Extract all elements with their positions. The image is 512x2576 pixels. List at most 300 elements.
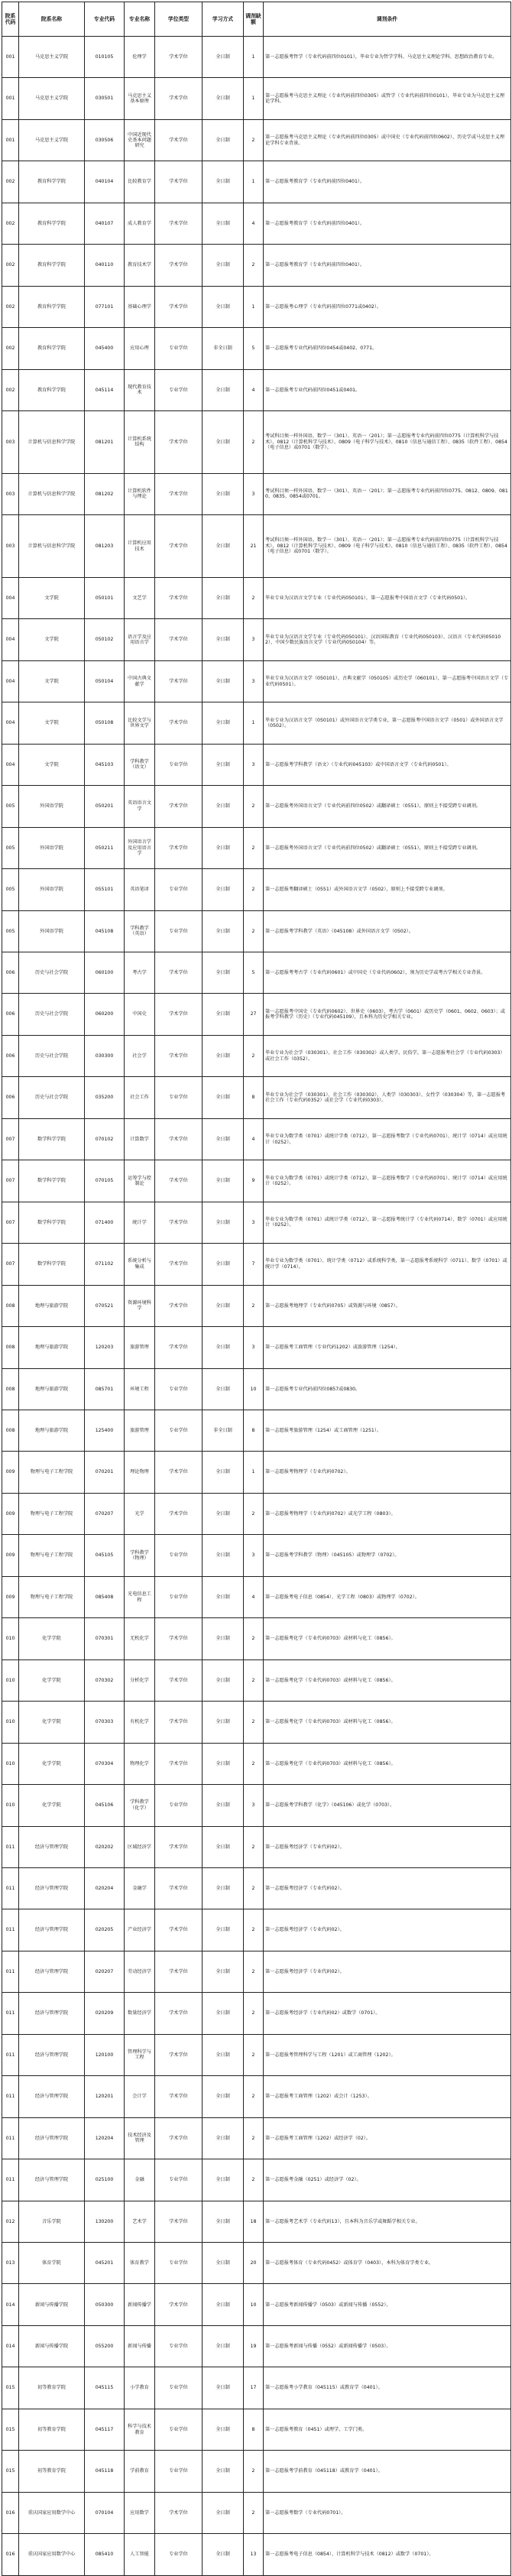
cell-conditions: 毕业专业为数学类（0701）或统计学类（0712），第一志愿报考数学（专业代码0701）、统计学（0714）或应用统计（0252）。	[264, 1118, 511, 1160]
cell-vacancies: 1	[244, 37, 264, 78]
cell-vacancies: 2	[244, 1285, 264, 1326]
cell-dept-code: 002	[2, 161, 19, 203]
table-row	[2, 2325, 511, 2367]
cell-degree-type: 专业学位	[155, 2409, 203, 2450]
cell-major-code: 070207	[85, 1493, 125, 1534]
table-row	[2, 2451, 511, 2492]
cell-major-code: 071102	[85, 1244, 125, 1285]
cell-vacancies: 3	[244, 473, 264, 514]
cell-study-mode: 全日制	[203, 2117, 244, 2159]
cell-vacancies: 5	[244, 328, 264, 369]
cell-vacancies: 2	[244, 1035, 264, 1076]
cell-conditions: 第一志愿报考学前教育（045118）或教育学（0401）。	[264, 2451, 511, 2492]
cell-dept-code: 005	[2, 827, 19, 868]
cell-major-code: 020205	[85, 1909, 125, 1951]
cell-degree-type: 学术学位	[155, 161, 203, 203]
cell-major-name: 学科教学（英语）	[125, 910, 155, 952]
cell-study-mode: 全日制	[203, 2367, 244, 2409]
cell-major-code: 020202	[85, 1826, 125, 1867]
cell-dept-name: 新闻与传播学院	[19, 2284, 85, 2325]
table-row	[2, 1618, 511, 1659]
cell-study-mode: 全日制	[203, 1576, 244, 1617]
cell-conditions: 第一志愿报考金融（0251）或经济学（02）。	[264, 2159, 511, 2201]
cell-vacancies: 1	[244, 286, 264, 327]
cell-study-mode: 全日制	[203, 2159, 244, 2201]
table-row	[2, 1285, 511, 1326]
table-row	[2, 1743, 511, 1784]
cell-study-mode: 全日制	[203, 411, 244, 474]
cell-conditions: 第一志愿报考物理学（专业代码0702）。	[264, 1452, 511, 1493]
cell-major-name: 统计学	[125, 1202, 155, 1243]
cell-dept-code: 002	[2, 245, 19, 286]
cell-dept-name: 重庆国家应用数学中心	[19, 2492, 85, 2533]
cell-study-mode: 全日制	[203, 2284, 244, 2325]
cell-study-mode: 全日制	[203, 2492, 244, 2533]
cell-dept-name: 经济与管理学院	[19, 1826, 85, 1867]
cell-degree-type: 学术学位	[155, 473, 203, 514]
header-vacancies: 调剂缺额	[244, 2, 264, 37]
cell-dept-code: 014	[2, 2284, 19, 2325]
cell-degree-type: 专业学位	[155, 2451, 203, 2492]
cell-dept-code: 011	[2, 1867, 19, 1909]
cell-dept-code: 013	[2, 2243, 19, 2284]
cell-major-code: 120100	[85, 2034, 125, 2075]
cell-dept-name: 初等教育学院	[19, 2451, 85, 2492]
cell-major-name: 成人教育学	[125, 203, 155, 244]
cell-study-mode: 全日制	[203, 1535, 244, 1576]
cell-major-code: 045115	[85, 2367, 125, 2409]
cell-dept-code: 010	[2, 1659, 19, 1701]
cell-dept-code: 011	[2, 1951, 19, 1992]
cell-dept-name: 音乐学院	[19, 2201, 85, 2242]
cell-major-code: 085701	[85, 1368, 125, 1410]
header-dept-code: 院系代码	[2, 2, 19, 37]
cell-major-name: 资源环境科学	[125, 1285, 155, 1326]
cell-conditions: 第一志愿报考中国史（专业代码0602）、世界史（0603）、考古学（0601）或历史学（0601、0602、0603）；或报考学科教学（历史）（专业代码045109），且本科为历史学相关专业。	[264, 994, 511, 1035]
cell-vacancies: 13	[244, 2534, 264, 2575]
cell-vacancies: 3	[244, 619, 264, 660]
cell-major-code: 040107	[85, 203, 125, 244]
cell-dept-code: 011	[2, 2159, 19, 2201]
cell-dept-name: 教育科学学院	[19, 286, 85, 327]
cell-dept-code: 003	[2, 411, 19, 474]
cell-vacancies: 4	[244, 369, 264, 410]
cell-major-code: 040104	[85, 161, 125, 203]
cell-major-name: 计算机应用技术	[125, 515, 155, 578]
cell-degree-type: 学术学位	[155, 2117, 203, 2159]
cell-major-name: 中国近现代史基本问题研究	[125, 119, 155, 161]
cell-degree-type: 专业学位	[155, 1410, 203, 1451]
cell-dept-name: 数学科学学院	[19, 1160, 85, 1202]
cell-major-code: 055101	[85, 869, 125, 910]
cell-study-mode: 全日制	[203, 1826, 244, 1867]
table-row	[2, 1785, 511, 1826]
cell-dept-name: 文学院	[19, 702, 85, 744]
table-row	[2, 1493, 511, 1534]
table-row	[2, 869, 511, 910]
table-row	[2, 1826, 511, 1867]
cell-dept-code: 005	[2, 910, 19, 952]
cell-conditions: 第一志愿报考旅游管理（1254）或工商管理（1251）。	[264, 1410, 511, 1451]
cell-degree-type: 学术学位	[155, 1118, 203, 1160]
table-row	[2, 1118, 511, 1160]
cell-vacancies: 3	[244, 1785, 264, 1826]
cell-degree-type: 学术学位	[155, 702, 203, 744]
cell-major-code: 030506	[85, 119, 125, 161]
cell-dept-code: 009	[2, 1535, 19, 1576]
cell-vacancies: 19	[244, 2325, 264, 2367]
cell-conditions: 第一志愿报考教育学（专业代码前四位0401）。	[264, 245, 511, 286]
cell-major-code: 120204	[85, 2117, 125, 2159]
cell-dept-name: 教育科学学院	[19, 369, 85, 410]
cell-vacancies: 2	[244, 1993, 264, 2034]
header-dept-name: 院系名称	[19, 2, 85, 37]
cell-dept-code: 010	[2, 1743, 19, 1784]
table-row	[2, 1160, 511, 1202]
cell-study-mode: 全日制	[203, 1785, 244, 1826]
cell-vacancies: 7	[244, 1244, 264, 1285]
table-row	[2, 78, 511, 119]
cell-study-mode: 全日制	[203, 910, 244, 952]
cell-major-name: 比较教育学	[125, 161, 155, 203]
cell-dept-name: 文学院	[19, 744, 85, 785]
table-row	[2, 2284, 511, 2325]
cell-conditions: 第一志愿报考新闻与传播（0552）或新闻传播学（0503）。	[264, 2325, 511, 2367]
cell-major-code: 125400	[85, 1410, 125, 1451]
cell-dept-code: 005	[2, 786, 19, 827]
cell-study-mode: 全日制	[203, 1160, 244, 1202]
cell-dept-code: 008	[2, 1410, 19, 1451]
cell-major-name: 产业经济学	[125, 1909, 155, 1951]
cell-major-name: 有机化学	[125, 1702, 155, 1743]
cell-study-mode: 全日制	[203, 1618, 244, 1659]
cell-dept-name: 历史与社会学院	[19, 952, 85, 993]
cell-dept-code: 011	[2, 1826, 19, 1867]
cell-dept-code: 002	[2, 203, 19, 244]
cell-major-name: 应用数学	[125, 2492, 155, 2533]
cell-dept-code: 001	[2, 78, 19, 119]
cell-degree-type: 学术学位	[155, 245, 203, 286]
cell-dept-name: 经济与管理学院	[19, 2159, 85, 2201]
cell-major-name: 新闻与传播	[125, 2325, 155, 2367]
table-row	[2, 2243, 511, 2284]
cell-conditions: 第一志愿报考化学（专业代码0703）或材料与化工（0856）。	[264, 1743, 511, 1784]
cell-vacancies: 18	[244, 2201, 264, 2242]
cell-major-name: 无机化学	[125, 1618, 155, 1659]
cell-major-name: 运筹学与控制论	[125, 1160, 155, 1202]
cell-dept-code: 016	[2, 2534, 19, 2575]
cell-dept-code: 003	[2, 473, 19, 514]
cell-major-name: 考古学	[125, 952, 155, 993]
cell-degree-type: 专业学位	[155, 2325, 203, 2367]
cell-conditions: 第一志愿报考经济学（专业代码02）。	[264, 1909, 511, 1951]
cell-dept-code: 010	[2, 1702, 19, 1743]
cell-study-mode: 全日制	[203, 1702, 244, 1743]
cell-dept-name: 地理与旅游学院	[19, 1285, 85, 1326]
cell-major-name: 应用心理	[125, 328, 155, 369]
cell-conditions: 第一志愿报考经济学（专业代码02）。	[264, 1826, 511, 1867]
cell-degree-type: 专业学位	[155, 2534, 203, 2575]
cell-dept-name: 地理与旅游学院	[19, 1327, 85, 1368]
cell-major-name: 分析化学	[125, 1659, 155, 1701]
cell-study-mode: 全日制	[203, 245, 244, 286]
cell-major-code: 120203	[85, 1327, 125, 1368]
cell-study-mode: 全日制	[203, 161, 244, 203]
table-row	[2, 515, 511, 578]
cell-dept-code: 004	[2, 660, 19, 702]
cell-major-name: 学科教学（语文）	[125, 744, 155, 785]
cell-dept-name: 教育科学学院	[19, 245, 85, 286]
cell-dept-code: 007	[2, 1202, 19, 1243]
cell-conditions: 毕业专业为汉语言文学（050101）或外国语言文学类专业，第一志愿报考中国语言文学（0501）或外国语言文学（0502）。	[264, 702, 511, 744]
cell-major-name: 新闻传播学	[125, 2284, 155, 2325]
cell-major-name: 基础心理学	[125, 286, 155, 327]
cell-dept-name: 外国语学院	[19, 910, 85, 952]
cell-dept-name: 经济与管理学院	[19, 1993, 85, 2034]
cell-dept-name: 物理与电子工程学院	[19, 1493, 85, 1534]
cell-dept-code: 009	[2, 1452, 19, 1493]
table-row	[2, 1077, 511, 1118]
cell-conditions: 第一志愿报考艺术学（专业代码13），且本科为音乐学或舞蹈学相关专业。	[264, 2201, 511, 2242]
cell-major-name: 光电信息工程	[125, 1576, 155, 1617]
cell-major-code: 045105	[85, 1535, 125, 1576]
cell-conditions: 第一志愿报考化学（专业代码0703）或材料与化工（0856）。	[264, 1618, 511, 1659]
cell-degree-type: 学术学位	[155, 119, 203, 161]
cell-dept-code: 009	[2, 1493, 19, 1534]
cell-conditions: 第一志愿报考教育学（专业代码前四位0401）。	[264, 203, 511, 244]
table-row	[2, 660, 511, 702]
cell-dept-name: 重庆国家应用数学中心	[19, 2534, 85, 2575]
cell-dept-code: 016	[2, 2492, 19, 2533]
table-row	[2, 1702, 511, 1743]
table-row	[2, 1659, 511, 1701]
cell-degree-type: 学术学位	[155, 1202, 203, 1243]
cell-study-mode: 全日制	[203, 2243, 244, 2284]
cell-conditions: 第一志愿报考专业代码前四位0451或0401。	[264, 369, 511, 410]
cell-major-name: 体育教学	[125, 2243, 155, 2284]
cell-major-name: 光学	[125, 1493, 155, 1534]
cell-major-name: 技术经济及管理	[125, 2117, 155, 2159]
table-row	[2, 2076, 511, 2117]
cell-conditions: 毕业专业为汉语言文学（050101）、古典文献学（050105）或历史学（060101），第一志愿报考中国语言文学（专业代码0501）。	[264, 660, 511, 702]
cell-dept-name: 初等教育学院	[19, 2367, 85, 2409]
cell-vacancies: 2	[244, 119, 264, 161]
cell-study-mode: 全日制	[203, 1368, 244, 1410]
cell-degree-type: 学术学位	[155, 1035, 203, 1076]
cell-degree-type: 学术学位	[155, 1493, 203, 1534]
cell-vacancies: 2	[244, 1493, 264, 1534]
cell-vacancies: 8	[244, 2409, 264, 2450]
cell-major-name: 外国语言学及应用语言学	[125, 827, 155, 868]
cell-dept-name: 数学科学学院	[19, 1244, 85, 1285]
cell-dept-name: 马克思主义学院	[19, 78, 85, 119]
table-row	[2, 1327, 511, 1368]
cell-dept-name: 历史与社会学院	[19, 1035, 85, 1076]
cell-major-code: 120201	[85, 2076, 125, 2117]
cell-degree-type: 学术学位	[155, 577, 203, 618]
cell-major-code: 081202	[85, 473, 125, 514]
cell-study-mode: 全日制	[203, 786, 244, 827]
table-row	[2, 2409, 511, 2450]
cell-dept-code: 006	[2, 952, 19, 993]
cell-study-mode: 全日制	[203, 2409, 244, 2450]
cell-conditions: 第一志愿报考电子信息（0854）、计算机科学与技术（0812）或数学（0701）。	[264, 2534, 511, 2575]
cell-degree-type: 学术学位	[155, 203, 203, 244]
cell-major-code: 045201	[85, 2243, 125, 2284]
cell-dept-name: 数学科学学院	[19, 1202, 85, 1243]
cell-dept-code: 008	[2, 1285, 19, 1326]
cell-study-mode: 全日制	[203, 1867, 244, 1909]
cell-vacancies: 20	[244, 2243, 264, 2284]
cell-vacancies: 2	[244, 2451, 264, 2492]
cell-conditions: 第一志愿报考马克思主义理论（专业代码前四位0305）或中国史（专业代码前四位0602），历史学或马克思主义理论学科专业背景。	[264, 119, 511, 161]
cell-major-code: 085410	[85, 2534, 125, 2575]
cell-conditions: 第一志愿报考专业代码前四位0454或0402、0771。	[264, 328, 511, 369]
cell-major-code: 070521	[85, 1285, 125, 1326]
cell-major-name: 劳动经济学	[125, 1951, 155, 1992]
cell-major-name: 管理科学与工程	[125, 2034, 155, 2075]
cell-dept-code: 001	[2, 119, 19, 161]
table-row	[2, 286, 511, 327]
cell-dept-code: 008	[2, 1327, 19, 1368]
cell-degree-type: 专业学位	[155, 869, 203, 910]
adjustment-table	[2, 2, 511, 2576]
cell-major-code: 081203	[85, 515, 125, 578]
cell-dept-name: 新闻与传播学院	[19, 2325, 85, 2367]
cell-vacancies: 1	[244, 702, 264, 744]
cell-major-code: 050104	[85, 660, 125, 702]
cell-dept-code: 015	[2, 2451, 19, 2492]
cell-conditions: 第一志愿报考地理学（专业代码0705）或资源与环境（0857）。	[264, 1285, 511, 1326]
cell-major-code: 045118	[85, 2451, 125, 2492]
cell-degree-type: 学术学位	[155, 1160, 203, 1202]
table-row	[2, 2201, 511, 2242]
cell-vacancies: 2	[244, 1659, 264, 1701]
cell-study-mode: 全日制	[203, 1244, 244, 1285]
cell-dept-code: 012	[2, 2201, 19, 2242]
cell-dept-name: 物理与电子工程学院	[19, 1535, 85, 1576]
cell-vacancies: 1	[244, 78, 264, 119]
cell-study-mode: 全日制	[203, 869, 244, 910]
cell-conditions: 第一志愿报考学科教学（英语）（045108）或外国语言文学（0502）。	[264, 910, 511, 952]
cell-dept-name: 物理与电子工程学院	[19, 1452, 85, 1493]
cell-major-code: 085408	[85, 1576, 125, 1617]
cell-conditions: 考试科目须一样外国语，数学一（301）、英语一（201）；第一志愿报考专业代码前四位0775、0812、0809、0810、0835、0854或0701。	[264, 473, 511, 514]
cell-study-mode: 全日制	[203, 286, 244, 327]
cell-major-name: 系统分析与集成	[125, 1244, 155, 1285]
cell-vacancies: 2	[244, 910, 264, 952]
cell-conditions: 第一志愿报考马克思主义理论（专业代码前四位0305）或哲学（专业代码前四位0101），毕业专业为马克思主义理论学科。	[264, 78, 511, 119]
cell-conditions: 第一志愿报考考古学（专业代码0601）或中国史（专业代码0602），须为历史学或考古学相关专业背景。	[264, 952, 511, 993]
cell-major-name: 语言学及应用语言学	[125, 619, 155, 660]
cell-vacancies: 5	[244, 952, 264, 993]
cell-conditions: 毕业专业为数学类（0701）、统计学类（0712）或系统科学类，第一志愿报考系统科学（0711）、数学（0701）或统计学（0714）。	[264, 1244, 511, 1285]
cell-major-name: 人工智能	[125, 2534, 155, 2575]
cell-degree-type: 学术学位	[155, 2492, 203, 2533]
cell-vacancies: 3	[244, 1202, 264, 1243]
cell-major-code: 040110	[85, 245, 125, 286]
cell-major-name: 伦理学	[125, 37, 155, 78]
cell-vacancies: 10	[244, 1368, 264, 1410]
cell-major-name: 数量经济学	[125, 1993, 155, 2034]
cell-dept-name: 计算机与信息科学学院	[19, 411, 85, 474]
table-row	[2, 37, 511, 78]
cell-dept-name: 化学学院	[19, 1743, 85, 1784]
cell-vacancies: 3	[244, 1327, 264, 1368]
cell-vacancies: 2	[244, 2034, 264, 2075]
cell-degree-type: 学术学位	[155, 1867, 203, 1909]
cell-dept-name: 计算机与信息科学学院	[19, 473, 85, 514]
cell-dept-code: 007	[2, 1160, 19, 1202]
table-row	[2, 411, 511, 474]
cell-dept-name: 体育学院	[19, 2243, 85, 2284]
cell-degree-type: 专业学位	[155, 744, 203, 785]
cell-major-code: 045400	[85, 328, 125, 369]
cell-conditions: 第一志愿报考工商管理（专业代码1202）或旅游管理（1254）。	[264, 1327, 511, 1368]
cell-major-code: 070201	[85, 1452, 125, 1493]
cell-major-name: 教育技术学	[125, 245, 155, 286]
cell-dept-code: 008	[2, 1368, 19, 1410]
cell-dept-name: 化学学院	[19, 1702, 85, 1743]
cell-vacancies: 2	[244, 1702, 264, 1743]
cell-dept-code: 002	[2, 369, 19, 410]
cell-vacancies: 2	[244, 577, 264, 618]
cell-dept-code: 006	[2, 1035, 19, 1076]
cell-vacancies: 2	[244, 2117, 264, 2159]
table-body	[2, 37, 511, 2576]
cell-vacancies: 2	[244, 869, 264, 910]
cell-study-mode: 全日制	[203, 515, 244, 578]
cell-major-name: 会计学	[125, 2076, 155, 2117]
cell-major-code: 130200	[85, 2201, 125, 2242]
cell-vacancies: 9	[244, 1160, 264, 1202]
cell-study-mode: 全日制	[203, 1659, 244, 1701]
cell-degree-type: 学术学位	[155, 1743, 203, 1784]
cell-dept-code: 004	[2, 702, 19, 744]
cell-dept-name: 化学学院	[19, 1785, 85, 1826]
cell-degree-type: 专业学位	[155, 1535, 203, 1576]
cell-major-code: 045108	[85, 910, 125, 952]
cell-study-mode: 全日制	[203, 2325, 244, 2367]
cell-major-code: 070303	[85, 1702, 125, 1743]
cell-major-code: 060100	[85, 952, 125, 993]
cell-vacancies: 3	[244, 660, 264, 702]
cell-dept-name: 文学院	[19, 619, 85, 660]
cell-vacancies: 2	[244, 1826, 264, 1867]
cell-vacancies: 27	[244, 994, 264, 1035]
cell-vacancies: 2	[244, 411, 264, 474]
table-row	[2, 2367, 511, 2409]
cell-major-name: 英语语言文学	[125, 786, 155, 827]
cell-dept-code: 011	[2, 1993, 19, 2034]
cell-study-mode: 全日制	[203, 203, 244, 244]
cell-degree-type: 专业学位	[155, 1576, 203, 1617]
cell-major-name: 马克思主义基本原理	[125, 78, 155, 119]
cell-degree-type: 学术学位	[155, 2076, 203, 2117]
cell-major-code: 070304	[85, 1743, 125, 1784]
cell-study-mode: 全日制	[203, 1452, 244, 1493]
cell-study-mode: 全日制	[203, 1327, 244, 1368]
cell-dept-name: 教育科学学院	[19, 328, 85, 369]
cell-dept-name: 教育科学学院	[19, 203, 85, 244]
cell-conditions: 第一志愿报考学科教学（化学）（045106）或化学（0703）。	[264, 1785, 511, 1826]
cell-major-code: 045117	[85, 2409, 125, 2450]
cell-dept-name: 物理与电子工程学院	[19, 1576, 85, 1617]
cell-conditions: 第一志愿报考新闻传播学（0503）或新闻与传播（0552）。	[264, 2284, 511, 2325]
cell-conditions: 第一志愿报考物理学（专业代码0702）或光学工程（0803）。	[264, 1493, 511, 1534]
cell-study-mode: 全日制	[203, 827, 244, 868]
cell-degree-type: 学术学位	[155, 411, 203, 474]
